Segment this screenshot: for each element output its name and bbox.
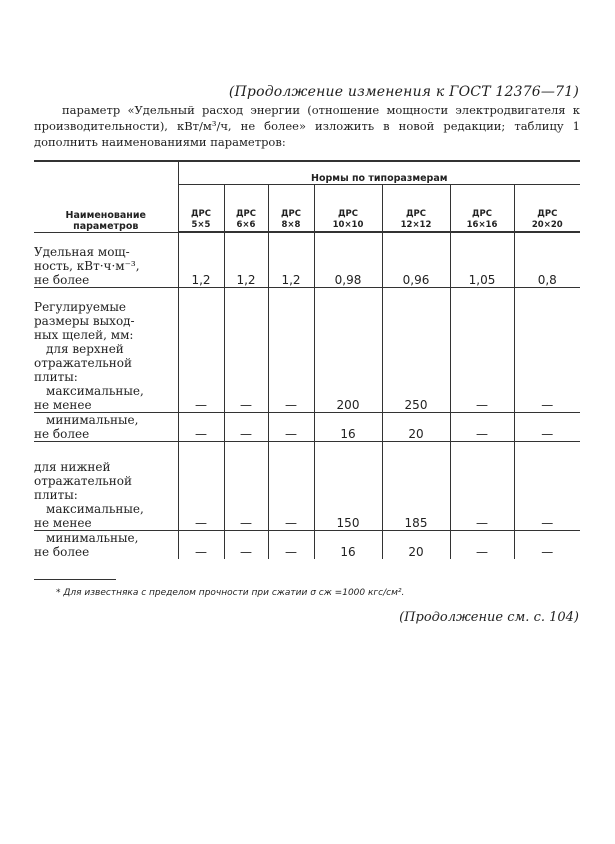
intro-paragraph: параметр «Удельный расход энергии (отношение мощности электродвигателя к производительности), кВт/м³/ч, не более» изложить в новой редакции; таблицу 1 дополнить наименованиями параметров: xyxy=(34,103,580,149)
table-cell: 0,98 xyxy=(314,245,382,288)
table-cell: — xyxy=(178,300,224,413)
footnote: * Для известняка с пределом прочности при сжатии σ сж =1000 кгс/см². xyxy=(56,588,405,598)
table-cell: 250 xyxy=(382,300,450,413)
intro-text xyxy=(34,102,580,150)
norms-header: Нормы по типоразмерам xyxy=(178,161,580,185)
table-cell: — xyxy=(514,413,580,442)
table-cell: — xyxy=(514,530,580,559)
table-row xyxy=(34,413,580,442)
continuation-note: (Продолжение см. с. 104) xyxy=(399,610,579,625)
param-header: Наименование параметров xyxy=(34,161,178,232)
table-cell: — xyxy=(224,460,268,531)
table-cell: — xyxy=(268,413,314,442)
column-header: ДРС 8×8 xyxy=(268,185,314,233)
power-label: Удельная мощ- ность, кВт·ч·м⁻³, не более xyxy=(34,245,140,287)
table-cell: — xyxy=(450,460,514,531)
parameters-table xyxy=(34,160,580,559)
table-cell: — xyxy=(224,300,268,413)
table-cell: 1,05 xyxy=(450,245,514,288)
table-cell: 20 xyxy=(382,413,450,442)
table-cell: 1,2 xyxy=(268,245,314,288)
table-cell: 16 xyxy=(314,530,382,559)
table-cell: 200 xyxy=(314,300,382,413)
min-label: минимальные, не более xyxy=(34,413,178,442)
column-header: ДРС 6×6 xyxy=(224,185,268,233)
table-cell: — xyxy=(268,530,314,559)
min-label: минимальные, не более xyxy=(34,530,178,559)
column-header: ДРС 20×20 xyxy=(514,185,580,233)
column-header: ДРС 12×12 xyxy=(382,185,450,233)
table-cell: — xyxy=(178,530,224,559)
table-cell: — xyxy=(514,300,580,413)
table-cell: — xyxy=(178,460,224,531)
regulated-label: Регулируемые размеры выход- ных щелей, мм: для верхней отражательной плиты: максимальные, не менее xyxy=(34,300,144,412)
column-header: ДРС 16×16 xyxy=(450,185,514,233)
lower-label: для нижней отражательной плиты: максимальные, не менее xyxy=(34,459,144,530)
table-cell: 20 xyxy=(382,530,450,559)
table-row xyxy=(34,460,580,531)
table-header-row xyxy=(34,161,580,185)
table-cell: — xyxy=(450,530,514,559)
table-cell: — xyxy=(450,300,514,413)
page-header: (Продолжение изменения к ГОСТ 12376—71) xyxy=(228,84,579,100)
column-header: ДРС 10×10 xyxy=(314,185,382,233)
table-cell: — xyxy=(268,460,314,531)
column-header: ДРС 5×5 xyxy=(178,185,224,233)
table-cell: — xyxy=(450,413,514,442)
table-row xyxy=(34,530,580,559)
table-cell: 1,2 xyxy=(178,245,224,288)
table-cell: 0,96 xyxy=(382,245,450,288)
table-cell: 1,2 xyxy=(224,245,268,288)
table-cell: 150 xyxy=(314,460,382,531)
table-row xyxy=(34,245,580,288)
footnote-divider xyxy=(34,579,116,580)
table-cell: — xyxy=(514,460,580,531)
table-row xyxy=(34,300,580,413)
table-cell: — xyxy=(178,413,224,442)
table-cell: 185 xyxy=(382,460,450,531)
table-cell: — xyxy=(268,300,314,413)
table-cell: 16 xyxy=(314,413,382,442)
table-cell: — xyxy=(224,530,268,559)
table-cell: — xyxy=(224,413,268,442)
table-cell: 0,8 xyxy=(514,245,580,288)
